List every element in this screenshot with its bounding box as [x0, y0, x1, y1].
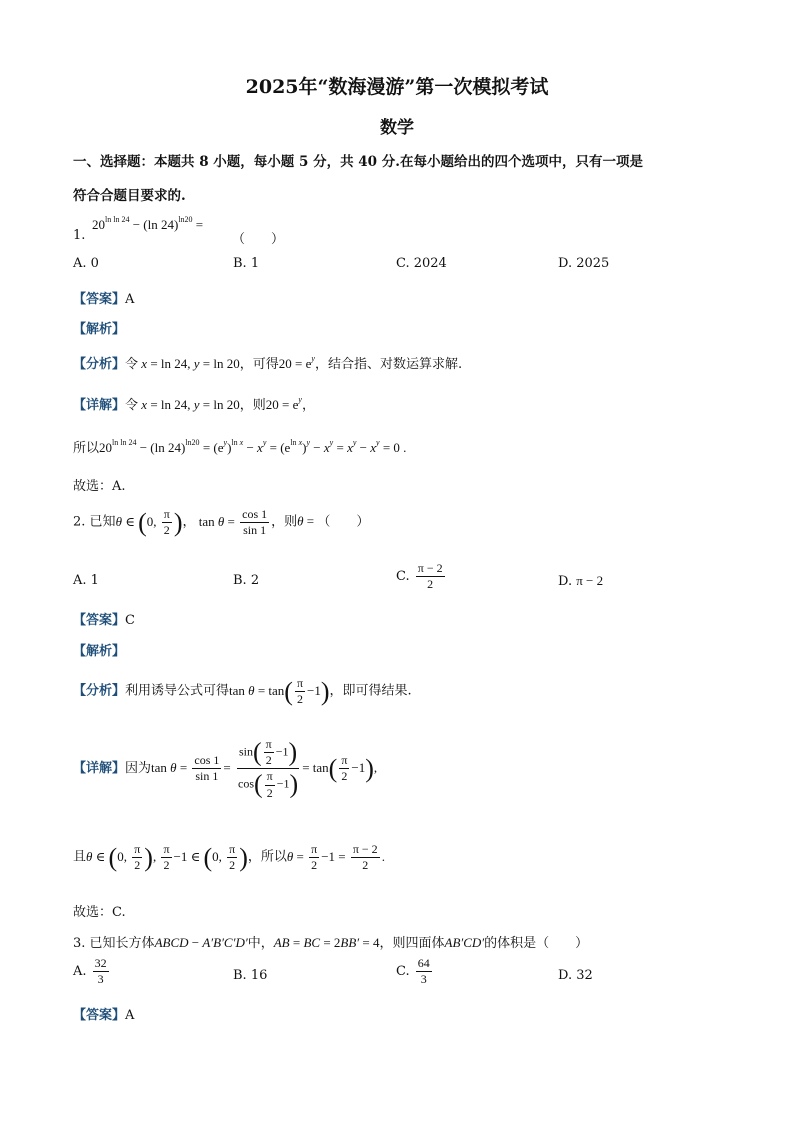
q2-option-b: B. 2 [233, 573, 260, 588]
analysis-tag: 【解析】 [73, 644, 126, 659]
q1-option-a: A. 0 [73, 256, 99, 271]
q2-range [73, 843, 385, 872]
q1-detail-prefix: 令 [125, 398, 139, 413]
q1-analysis-tag [73, 318, 125, 337]
exam-subject: 数学 [380, 118, 414, 138]
q3-tetra-math: AB′CD′ [444, 935, 485, 950]
q2-fenxi-prefix: 利用诱导公式可得 [125, 683, 230, 699]
answer-tag: 【答案】 [73, 292, 126, 307]
q2-qie: 且 [73, 849, 87, 865]
q2-theta: θ = [297, 513, 318, 529]
q2-fenxi-math: tan θ = tan( $\frac{\pi}{2}$ −1) [229, 676, 330, 707]
q1-option-c: C. 2024 [396, 256, 447, 271]
q2-option-c: C. $\frac{\pi - 2}{2}$ [396, 561, 443, 592]
q1-fenxi [73, 353, 462, 372]
q2-option-c-label: C. [396, 569, 410, 585]
q3-option-a-label: A. [73, 964, 87, 980]
q3-answer [73, 1004, 134, 1023]
q1-blank: （ ） [232, 232, 285, 247]
q1-conclusion: 故选：A. [73, 479, 126, 494]
q2-answer-value: C [125, 613, 135, 628]
q3-option-a: A. $\frac{32}{3}$ [73, 956, 107, 987]
q1-expression: $20^{ln ln 24} - (\ln$ 24)$^{ln20}$ = [92, 215, 204, 232]
q3-option-b: B. 16 [233, 968, 268, 983]
q2-then: ，则 [271, 514, 298, 530]
q2-fenxi [73, 677, 412, 706]
q1-detail-mid: ，则 [239, 398, 266, 413]
section-heading-line1: 一、选择题：本题共 8 小题，每小题 5 分，共 40 分.在每小题给出的四个选项中，只有一项是 [73, 154, 643, 170]
q2-option-d: D. π − 2 [558, 573, 604, 589]
q1-answer-value: A [125, 292, 135, 307]
q2-blank: （ ） [317, 514, 370, 530]
q1-answer [73, 288, 134, 307]
q3-lengths-math: AB = BC = 2BB′ = 4 [273, 935, 380, 950]
q3-option-d: D. 32 [558, 968, 593, 983]
q2-domain-math: θ ∈ (0, $\frac{\pi}{2}$ ) [115, 507, 183, 538]
q3-answer-value: A [125, 1008, 135, 1023]
xiangjie-tag: 【详解】 [73, 398, 126, 413]
q3-text-mid: 中， [247, 936, 274, 951]
answer-tag: 【答案】 [73, 1008, 126, 1023]
q2-result-math: θ = $\frac{\pi}{2}$ −1 = $\frac{\pi - 2}{2}$ . [286, 842, 385, 873]
q2-tan-math: tan θ = $\frac{\cos 1}{\sin 1}$ [195, 507, 268, 538]
q1-fenxi-prefix: 令 [125, 357, 139, 372]
q1-fenxi-suffix: ，结合指、对数运算求解. [314, 357, 463, 372]
q3-number: 3. [73, 936, 86, 951]
q1-detail [73, 394, 315, 413]
q1-detail-end: ， [301, 398, 315, 413]
q1-derivation-math: $20^{ln ln 24} - (\ln$ $24)^{ln20} = (e^y)^{ln x} - x^y = (e^{ln x})^y - x^y = x^y - x^y = 0$ . [99, 438, 407, 455]
q2-conclusion: 故选：C. [73, 905, 126, 920]
q1-number: 1. [73, 228, 86, 243]
q2-prefix: 已知 [89, 514, 116, 530]
q1-fenxi-math1: x = ln 24, y = ln 20 [141, 356, 240, 371]
q3-text-end: 的体积是（ ） [484, 936, 589, 951]
q2-detail-math: tan θ = $\frac{\cos 1}{\sin 1}$ = sin( $\frac{\pi}{2}$ −1) cos( $\frac{\pi}{2}$ −1) = tan( $\frac{\pi}{2}$ −1), [151, 737, 378, 800]
q1-detail-math2: $20 = e^y$ [265, 395, 302, 412]
q2-mid: ， [182, 514, 196, 530]
q2-range-math: θ ∈ (0, $\frac{\pi}{2}$ ), $\frac{\pi}{2}$ −1 ∈ (0, $\frac{\pi}{2}$ ) [86, 842, 248, 873]
fenxi-tag: 【分析】 [73, 683, 126, 699]
q2-option-d-label: D. [558, 574, 573, 589]
q3-text-prefix: 已知长方体 [89, 936, 155, 951]
q1-detail-math1: x = ln 24, y = ln 20 [141, 397, 240, 412]
q2-detail [73, 738, 377, 800]
q2-stem [73, 508, 369, 537]
q3-text-mid2: ，则四面体 [379, 936, 445, 951]
q2-analysis-tag [73, 640, 125, 659]
exam-title: 2025年“数海漫游”第一次模拟考试 [245, 76, 549, 98]
q1-option-d: D. 2025 [558, 256, 610, 271]
q1-suoyi: 所以 [73, 441, 100, 456]
fenxi-tag: 【分析】 [73, 357, 126, 372]
q3-solid-math: ABCD − A′B′C′D′ [154, 935, 248, 950]
q2-answer [73, 609, 135, 628]
q1-fenxi-mid: ，可得 [239, 357, 279, 372]
q2-suoyi: ，所以 [247, 849, 287, 865]
q2-option-a: A. 1 [73, 573, 99, 588]
section-heading-line2: 符合合题目要求的. [73, 188, 186, 204]
q3-option-c-label: C. [396, 964, 410, 980]
xiangjie-tag: 【详解】 [73, 760, 126, 776]
q2-number: 2. [73, 514, 86, 530]
q1-option-b: B. 1 [233, 256, 260, 271]
q3-stem [73, 932, 588, 951]
q2-fenxi-suffix: ，即可得结果. [329, 683, 412, 699]
q2-detail-prefix: 因为 [125, 760, 152, 776]
answer-tag: 【答案】 [73, 613, 126, 628]
q1-derivation [73, 437, 406, 456]
analysis-tag: 【解析】 [73, 322, 126, 337]
q3-option-c: C. $\frac{64}{3}$ [396, 956, 430, 987]
q1-fenxi-math2: $20 = e^y$ [278, 354, 315, 371]
